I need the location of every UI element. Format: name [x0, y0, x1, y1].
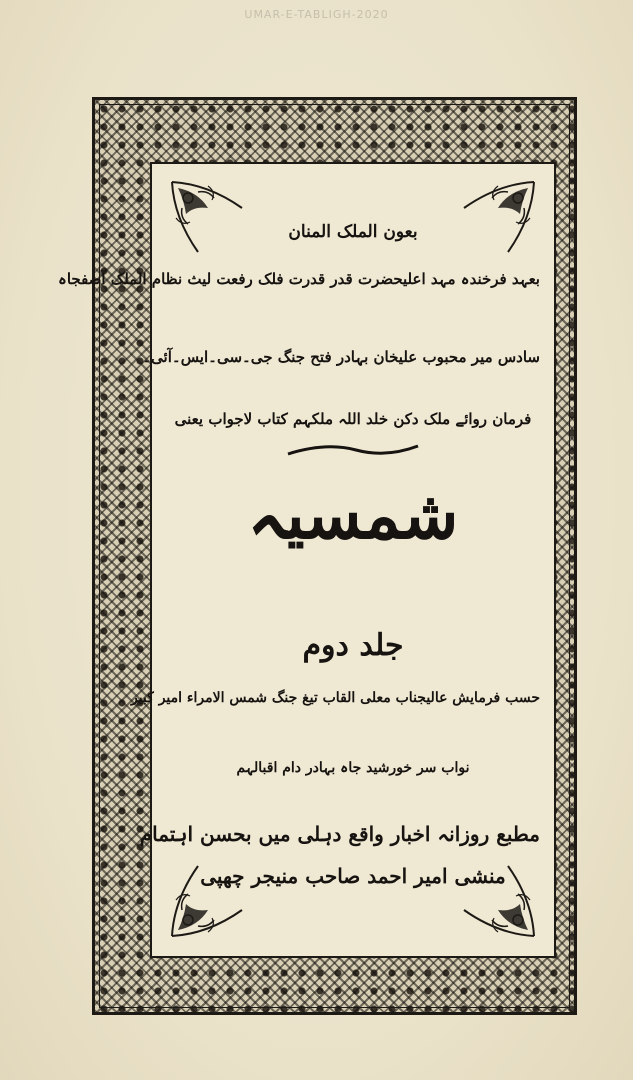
volume-label: جلد دوم: [302, 628, 404, 663]
corner-ornament-icon: [168, 178, 246, 256]
title-flourish-icon: [286, 440, 420, 458]
invocation-line: بعون الملک المنان: [288, 222, 418, 242]
patron-line-2: نواب سر خورشید جاہ بہادر دام اقبالہم: [236, 760, 470, 776]
library-stamp: UMAR-E-TABLIGH-2020: [244, 8, 389, 21]
press-line-2: منشی امیر احمد صاحب منیجر چھپی: [200, 864, 506, 888]
dedication-line-1: بعہد فرخندہ مہد اعلیحضرت قدر قدرت فلک رفعت لیث نظام الملک آصفجاہ: [58, 270, 540, 288]
corner-ornament-icon: [460, 178, 538, 256]
patron-line-1: حسب فرمایش عالیجناب معلی القاب تیغ جنگ شمس الامراء امیر کبیر: [130, 690, 540, 706]
dedication-line-3: فرمان روائے ملک دکن خلد اللہ ملکہم کتاب لاجواب یعنی: [174, 410, 532, 428]
press-line-1: مطبع روزانہ اخبار واقع دہلی میں بحسن اہتمام: [139, 822, 540, 846]
book-title: شمسیہ: [247, 476, 459, 554]
dedication-line-2: سادس میر محبوب علیخان بہادر فتح جنگ جی۔سی۔ایس۔آئی۔: [142, 348, 540, 366]
